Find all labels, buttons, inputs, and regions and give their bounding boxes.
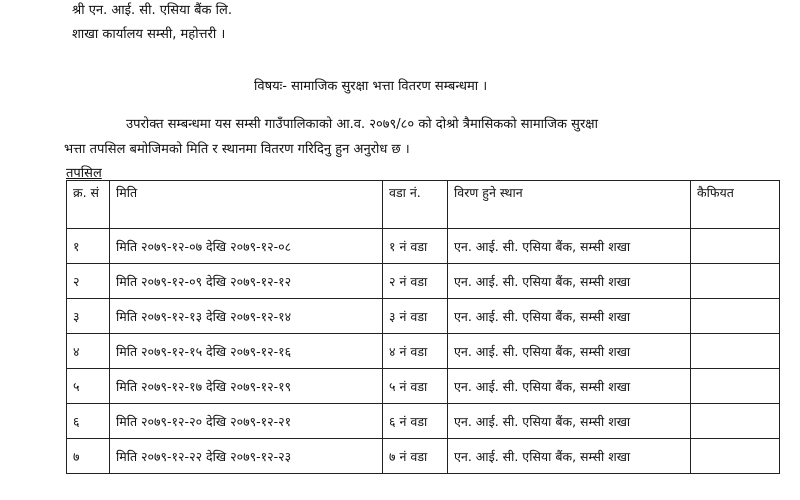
tapsil-heading: तपसिल bbox=[66, 166, 102, 181]
row-place: एन. आई. सी. एसिया बैंक, सम्सी शखा bbox=[448, 334, 691, 369]
header-remarks: कैफियत bbox=[691, 181, 780, 229]
table-row bbox=[67, 299, 780, 334]
header-serial-number: क्र. सं bbox=[67, 181, 110, 229]
header-date: मिति bbox=[110, 181, 383, 229]
row-ward: २ नं वडा bbox=[383, 264, 448, 299]
row-date-range: मिति २०७९-१२-१७ देखि २०७९-१२-१९ bbox=[110, 369, 383, 404]
row-remarks bbox=[691, 439, 780, 474]
subject-line: विषयः- सामाजिक सुरक्षा भत्ता वितरण सम्बन्धमा । bbox=[254, 79, 488, 94]
row-date-range: मिति २०७९-१२-१५ देखि २०७९-१२-१६ bbox=[110, 334, 383, 369]
header-distribution-place: विरण हुने स्थान bbox=[448, 181, 691, 229]
row-serial-number: ६ bbox=[67, 404, 110, 439]
row-date-range: मिति २०७९-१२-०९ देखि २०७९-१२-१२ bbox=[110, 264, 383, 299]
row-serial-number: ५ bbox=[67, 369, 110, 404]
row-serial-number: ४ bbox=[67, 334, 110, 369]
row-date-range: मिति २०७९-१२-१३ देखि २०७९-१२-१४ bbox=[110, 299, 383, 334]
row-ward: ७ नं वडा bbox=[383, 439, 448, 474]
row-place: एन. आई. सी. एसिया बैंक, सम्सी शखा bbox=[448, 369, 691, 404]
row-serial-number: ३ bbox=[67, 299, 110, 334]
table-row bbox=[67, 439, 780, 474]
body-paragraph-line-2: भत्ता तपसिल बमोजिमको मिति र स्थानमा वितरण गरिदिनु हुन अनुरोध छ । bbox=[64, 142, 410, 157]
row-remarks bbox=[691, 404, 780, 439]
table-row bbox=[67, 264, 780, 299]
address-line-2: शाखा कार्यालय सम्सी, महोत्तरी । bbox=[72, 27, 226, 42]
row-ward: ५ नं वडा bbox=[383, 369, 448, 404]
row-ward: १ नं वडा bbox=[383, 229, 448, 264]
row-place: एन. आई. सी. एसिया बैंक, सम्सी शखा bbox=[448, 229, 691, 264]
row-date-range: मिति २०७९-१२-०७ देखि २०७९-१२-०८ bbox=[110, 229, 383, 264]
row-place: एन. आई. सी. एसिया बैंक, सम्सी शखा bbox=[448, 299, 691, 334]
header-ward-number: वडा नं. bbox=[383, 181, 448, 229]
table-row bbox=[67, 334, 780, 369]
row-ward: ३ नं वडा bbox=[383, 299, 448, 334]
row-remarks bbox=[691, 369, 780, 404]
row-date-range: मिति २०७९-१२-२० देखि २०७९-१२-२१ bbox=[110, 404, 383, 439]
row-place: एन. आई. सी. एसिया बैंक, सम्सी शखा bbox=[448, 439, 691, 474]
row-place: एन. आई. सी. एसिया बैंक, सम्सी शखा bbox=[448, 404, 691, 439]
row-serial-number: २ bbox=[67, 264, 110, 299]
body-paragraph-line-1: उपरोक्त सम्बन्धमा यस सम्सी गाउँपालिकाको आ.व. २०७९/८० को दोश्रो त्रैमासिकको सामाजिक सुरक्षा bbox=[126, 117, 598, 132]
row-remarks bbox=[691, 299, 780, 334]
row-remarks bbox=[691, 229, 780, 264]
table-row bbox=[67, 369, 780, 404]
row-remarks bbox=[691, 334, 780, 369]
table-header-row bbox=[67, 181, 780, 229]
row-ward: ४ नं वडा bbox=[383, 334, 448, 369]
row-ward: ६ नं वडा bbox=[383, 404, 448, 439]
table-row bbox=[67, 229, 780, 264]
row-place: एन. आई. सी. एसिया बैंक, सम्सी शखा bbox=[448, 264, 691, 299]
row-remarks bbox=[691, 264, 780, 299]
table-row bbox=[67, 404, 780, 439]
row-date-range: मिति २०७९-१२-२२ देखि २०७९-१२-२३ bbox=[110, 439, 383, 474]
distribution-schedule-table bbox=[66, 180, 780, 474]
row-serial-number: १ bbox=[67, 229, 110, 264]
row-serial-number: ७ bbox=[67, 439, 110, 474]
address-line-1: श्री एन. आई. सी. एसिया बैंक लि. bbox=[72, 3, 232, 18]
